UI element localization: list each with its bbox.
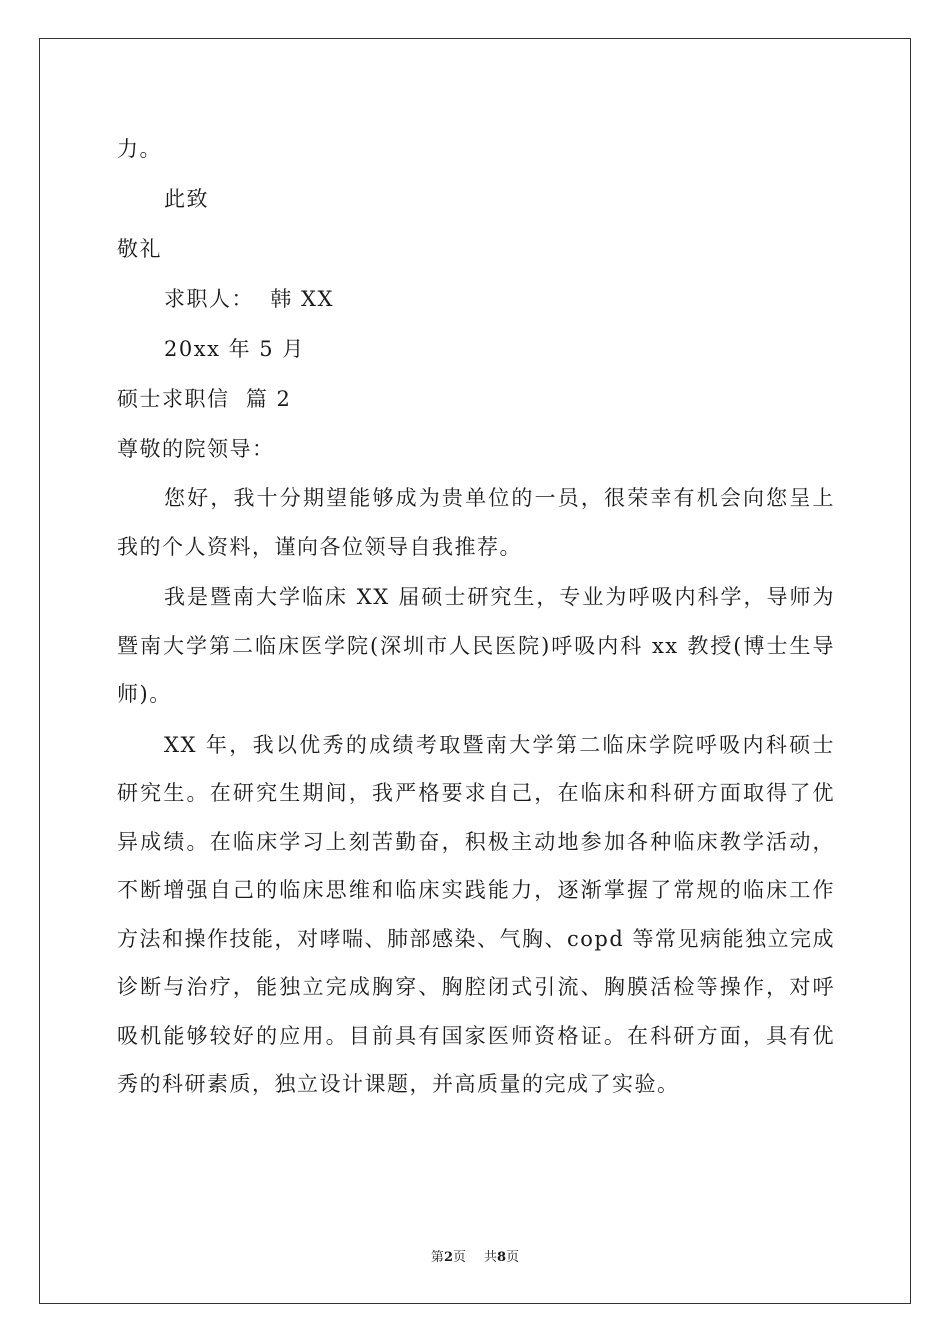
letter-date: 20xx 年 5 月 bbox=[164, 337, 305, 361]
page-current: 2 bbox=[443, 1250, 453, 1265]
page-total: 8 bbox=[497, 1250, 507, 1265]
page-footer bbox=[0, 1246, 950, 1265]
page-prefix: 第 bbox=[430, 1250, 444, 1265]
page-suffix: 页 bbox=[452, 1250, 466, 1265]
greeting: 尊敬的院领导： bbox=[117, 437, 275, 461]
closing-tail: 力。 bbox=[117, 137, 162, 161]
body-paragraph: XX 年，我以优秀的成绩考取暨南大学第二临床学院呼吸内科硕士研究生。在研究生期间，我严格要求自己，在临床和科研方面取得了优异成绩。在临床学习上刻苦勤奋，积极主动地参加各种临床教学活动，不断增强自己的临床思维和临床实践能力，逐渐掌握了常规的临床工作方法和操作技能，对哮喘、肺部感染、气胸、copd 等常见病能独立完成诊断与治疗，能独立完成胸穿、胸腔闭式引流、胸膜活检等操作，对呼吸机能够较好的应用。目前具有国家医师资格证。在科研方面，具有优秀的科研素质，独立设计课题，并高质量的完成了实验。 bbox=[117, 732, 835, 1096]
body-paragraph: 您好，我十分期望能够成为贵单位的一员，很荣幸有机会向您呈上我的个人资料，谨向各位领导自我推荐。 bbox=[117, 486, 835, 559]
total-suffix: 页 bbox=[506, 1250, 520, 1265]
salutation-close: 此致 bbox=[164, 187, 209, 211]
signature: 求职人： 韩 XX bbox=[164, 287, 334, 311]
document-body bbox=[117, 124, 835, 1109]
total-prefix: 共 bbox=[484, 1250, 498, 1265]
section-heading: 硕士求职信 篇 2 bbox=[117, 387, 292, 411]
regards: 敬礼 bbox=[117, 237, 162, 261]
body-paragraph: 我是暨南大学临床 XX 届硕士研究生，专业为呼吸内科学，导师为暨南大学第二临床医学院(深圳市人民医院)呼吸内科 xx 教授(博士生导师)。 bbox=[117, 585, 835, 706]
